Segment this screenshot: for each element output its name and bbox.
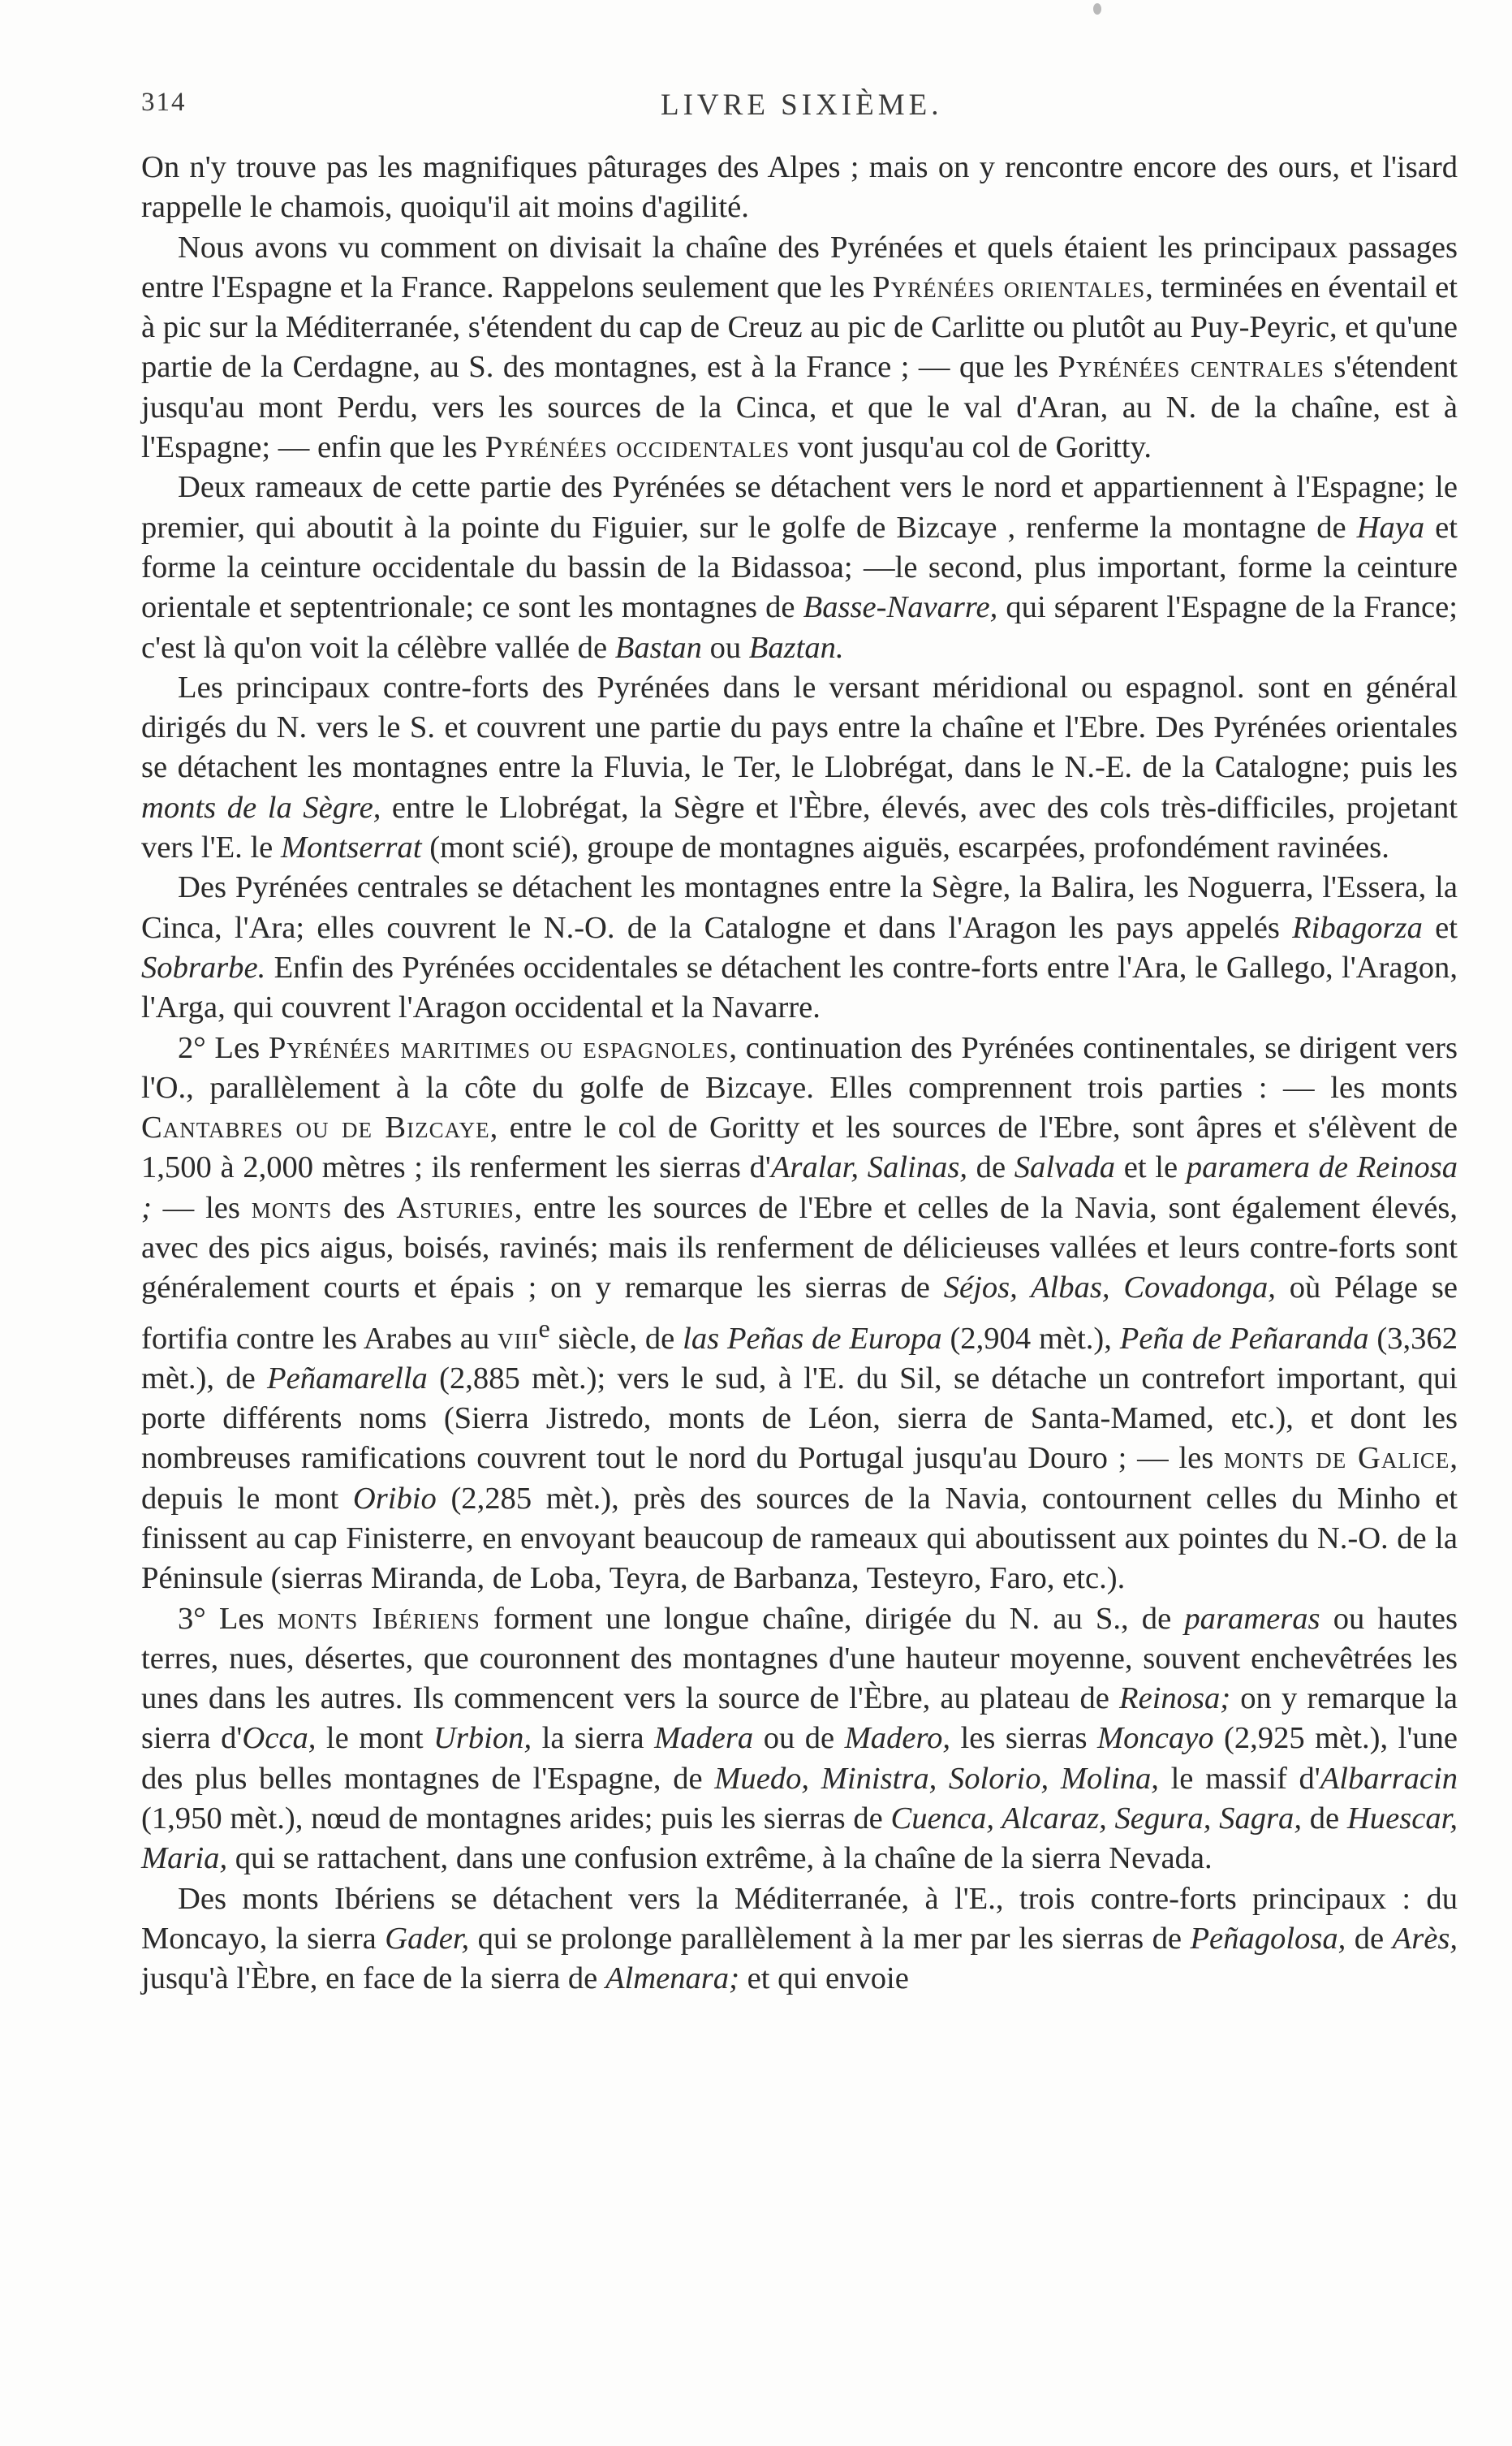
place-name: Séjos, Albas, Covadonga, bbox=[943, 1270, 1276, 1305]
place-name: paramera de Reinosa ; bbox=[141, 1150, 1458, 1225]
text-run: où Pélage se fortifia contre les Arabes au bbox=[141, 1270, 1458, 1356]
place-name: Peña de Peñaranda bbox=[1119, 1321, 1369, 1356]
paragraph-1 bbox=[141, 148, 1458, 228]
text-run: , entre les sources de l'Ebre et celles de la Navia, sont également élevés, avec des pics aigus, boisés, ravinés; mais ils renferment de délicieuses vallées et leurs contre-forts sont généralement courts et épais ; on y remarque les sierras de bbox=[141, 1190, 1458, 1305]
text-run: (2,904 mèt.), bbox=[941, 1321, 1120, 1356]
text-run: — les bbox=[151, 1190, 252, 1225]
century-numeral: viii bbox=[498, 1321, 539, 1356]
text-run: et forme la ceinture occidentale du bassin de la Bidassoa; —le second, plus important, forme la ceinture orientale et septentrionale; ce sont les montagnes de bbox=[141, 510, 1458, 625]
paragraph-3 bbox=[141, 468, 1458, 667]
place-name: Salvada bbox=[1014, 1150, 1116, 1185]
text-run: ou hautes terres, nues, désertes, que couronnent des montagnes d'une hauteur moyenne, souvent enchevêtrées les unes dans les autres. Ils commencent vers la source de l'Èbre, au plateau de bbox=[141, 1601, 1458, 1716]
region-name: monts Ibériens bbox=[277, 1601, 480, 1636]
place-name: Arès, bbox=[1392, 1921, 1458, 1956]
text-run: le massif d' bbox=[1158, 1761, 1320, 1796]
text-run: ou bbox=[701, 630, 749, 665]
running-title: LIVRE SIXIÈME. bbox=[661, 88, 943, 122]
region-name: Pyrénées centrales bbox=[1058, 350, 1325, 385]
place-name: Moncayo bbox=[1097, 1721, 1214, 1756]
text-run: , continuation des Pyrénées continentales, se dirigent vers l'O., parallèlement à la côte du golfe de Bizcaye. Elles comprennent trois parties : — les monts bbox=[141, 1030, 1458, 1105]
text-run: les sierras bbox=[950, 1721, 1097, 1756]
text-run: s'étendent jusqu'au mont Perdu, vers les sources de la Cinca, et que le val d'Aran, au N. de la chaîne, est à l'Espagne; — enfin que les bbox=[141, 350, 1458, 465]
paragraph-5 bbox=[141, 868, 1458, 1028]
text-run: On n'y trouve pas les magnifiques pâturages des Alpes ; mais on y rencontre encore des ours, et l'isard rappelle le chamois, quoiqu'il ait moins d'agilité. bbox=[141, 150, 1458, 225]
text-run: , terminées en éventail et à pic sur la Méditerranée, s'étendent du cap de Creuz au pic de Carlitte ou plutôt au Puy-Peyric, et qu'une partie de la Cerdagne, au S. des montagnes, est à la France ; — que les bbox=[141, 270, 1458, 385]
paragraph-4 bbox=[141, 668, 1458, 868]
text-run: (2,285 mèt.), près des sources de la Navia, contournent celles du Minho et finissent au cap Finisterre, en envoyant beaucoup de rameaux qui aboutissent aux pointes du N.-O. de la Péninsule (sierras Miranda, de Loba, Teyra, de Barbanza, Testeyro, Faro, etc.). bbox=[141, 1481, 1458, 1596]
text-run: Enfin des Pyrénées occidentales se détachent les contre-forts entre l'Ara, le Gallego, l'Aragon, l'Arga, qui couvrent l'Aragon occidental et la Navarre. bbox=[141, 950, 1458, 1025]
place-name: Peñamarella bbox=[267, 1361, 428, 1396]
text-run: , entre le col de Goritty et les sources de l'Ebre, sont âpres et s'élèvent de 1,500 à 2,000 mètres ; ils renferment les sierras d' bbox=[141, 1111, 1458, 1185]
text-run: la sierra bbox=[532, 1721, 655, 1756]
place-name: Occa, bbox=[242, 1721, 317, 1756]
text-run: et bbox=[1422, 910, 1458, 945]
text-run: Nous avons vu comment on divisait la chaîne des Pyrénées et quels étaient les principaux passages entre l'Espagne et la France. Rappelons seulement que les bbox=[141, 230, 1458, 304]
text-run: (2,885 mèt.); vers le sud, à l'E. du Sil, se détache un contrefort important, qui porte différents noms (Sierra Jistredo, monts de Léon, sierra de Santa-Mamed, etc.), et dont les nombreuses ramifications couvrent tout le nord du Portugal jusqu'au Douro ; — les bbox=[141, 1361, 1458, 1476]
place-name: Huescar, Maria, bbox=[141, 1801, 1458, 1876]
place-name: Albarracin bbox=[1320, 1761, 1458, 1796]
text-run: Deux rameaux de cette partie des Pyrénées se détachent vers le nord et appartiennent à l'Espagne; le premier, qui aboutit à la pointe du Figuier, sur le golfe de Bizcaye , renferme la montagne de bbox=[141, 470, 1458, 545]
place-name: Reinosa; bbox=[1119, 1681, 1231, 1716]
place-name: Madera bbox=[654, 1721, 754, 1756]
text-run: de bbox=[967, 1150, 1014, 1185]
text-run: vont jusqu'au col de Goritty. bbox=[790, 430, 1152, 465]
superscript: e bbox=[538, 1313, 550, 1343]
place-name: Muedo, Ministra, Solorio, Molina, bbox=[714, 1761, 1159, 1796]
text-run: de bbox=[1346, 1921, 1393, 1956]
text-run: et le bbox=[1115, 1150, 1187, 1185]
text-run: (3,362 mèt.), de bbox=[141, 1321, 1458, 1396]
page-number: 314 bbox=[141, 88, 187, 117]
body-text bbox=[141, 148, 1458, 2000]
text-run: et qui envoie bbox=[739, 1961, 909, 1996]
text-run: qui se prolonge parallèlement à la mer par les sierras de bbox=[469, 1921, 1191, 1956]
place-name: Peñagolosa, bbox=[1190, 1921, 1346, 1956]
text-run: (2,925 mèt.), l'une des plus belles montagnes de l'Espagne, de bbox=[141, 1721, 1458, 1796]
region-name: Pyrénées occidentales bbox=[485, 430, 790, 465]
place-name: Bastan bbox=[614, 630, 702, 665]
place-name: las Peñas de Europa bbox=[683, 1321, 942, 1356]
text-run: forment une longue chaîne, dirigée du N. au S., de bbox=[480, 1601, 1185, 1636]
region-name: Cantabres ou de Bizcaye bbox=[141, 1111, 490, 1145]
term: parameras bbox=[1184, 1601, 1320, 1636]
place-name: Madero, bbox=[844, 1721, 951, 1756]
place-name: Montserrat bbox=[280, 830, 422, 865]
place-name: Basse-Navarre, bbox=[803, 590, 998, 625]
place-name: Baztan. bbox=[748, 630, 844, 665]
text-run: 2° Les bbox=[178, 1030, 269, 1065]
place-name: Gader, bbox=[385, 1921, 470, 1956]
text-run: entre le Llobrégat, la Sègre et l'Èbre, élevés, avec des cols très-difficiles, projetant vers l'E. le bbox=[141, 790, 1458, 865]
text-run: des bbox=[332, 1190, 397, 1225]
place-name: Haya bbox=[1356, 510, 1425, 545]
text-run: Des Pyrénées centrales se détachent les montagnes entre la Sègre, la Balira, les Noguerra, l'Essera, la Cinca, l'Ara; elles couvrent le N.-O. de la Catalogne et dans l'Aragon les pays appelés bbox=[141, 870, 1458, 945]
paragraph-2 bbox=[141, 228, 1458, 468]
region-name: Pyrénées maritimes ou espagnoles bbox=[268, 1030, 730, 1065]
text-run: 3° Les bbox=[178, 1601, 278, 1636]
text-run: (mont scié), groupe de montagnes aiguës, escarpées, profondément ravinées. bbox=[421, 830, 1389, 865]
region-name: monts bbox=[251, 1190, 333, 1225]
text-run: qui séparent l'Espagne de la France; c'est là qu'on voit la célèbre vallée de bbox=[141, 590, 1458, 665]
text-run: ou de bbox=[753, 1721, 845, 1756]
paragraph-7 bbox=[141, 1599, 1458, 1879]
text-run: de bbox=[1302, 1801, 1347, 1836]
place-name: Urbion, bbox=[433, 1721, 532, 1756]
region-name: Pyrénées orientales bbox=[872, 270, 1146, 304]
text-run: Les principaux contre-forts des Pyrénées dans le versant méridional ou espagnol. sont en général dirigés du N. vers le S. et couvrent une partie du pays entre la chaîne et l'Ebre. Des Pyrénées orientales se détachent les montagnes entre la Fluvia, le Ter, le Llobrégat, dans le N.-E. de la Catalogne; puis les bbox=[141, 670, 1458, 785]
text-run: qui se rattachent, dans une confusion extrême, à la chaîne de la sierra Nevada. bbox=[227, 1841, 1213, 1876]
place-name: Cuenca, Alcaraz, Segura, Sagra, bbox=[890, 1801, 1302, 1836]
text-run: jusqu'à l'Èbre, en face de la sierra de bbox=[141, 1961, 605, 1996]
paragraph-6 bbox=[141, 1029, 1458, 1599]
place-name: Aralar, Salinas, bbox=[770, 1150, 967, 1185]
text-run: Des monts Ibériens se détachent vers la Méditerranée, à l'E., trois contre-forts principaux : du Moncayo, la sierra bbox=[141, 1881, 1458, 1956]
text-run: on y remarque la sierra d' bbox=[141, 1681, 1458, 1756]
place-name: Oribio bbox=[352, 1481, 437, 1516]
place-name: Sobrarbe. bbox=[141, 950, 266, 985]
page-header bbox=[141, 88, 1497, 128]
text-run: siècle, de bbox=[549, 1321, 683, 1356]
text-run: le mont bbox=[316, 1721, 434, 1756]
ink-spot bbox=[1093, 3, 1101, 15]
place-name: monts de la Sègre, bbox=[141, 790, 381, 825]
text-run: , depuis le mont bbox=[141, 1441, 1458, 1516]
place-name: Ribagorza bbox=[1292, 910, 1423, 945]
text-run: (1,950 mèt.), nœud de montagnes arides; puis les sierras de bbox=[141, 1801, 891, 1836]
place-name: Almenara; bbox=[605, 1961, 739, 1996]
paragraph-8 bbox=[141, 1879, 1458, 2000]
region-name: monts de Galice bbox=[1224, 1441, 1450, 1476]
region-name: Asturies bbox=[396, 1190, 515, 1225]
